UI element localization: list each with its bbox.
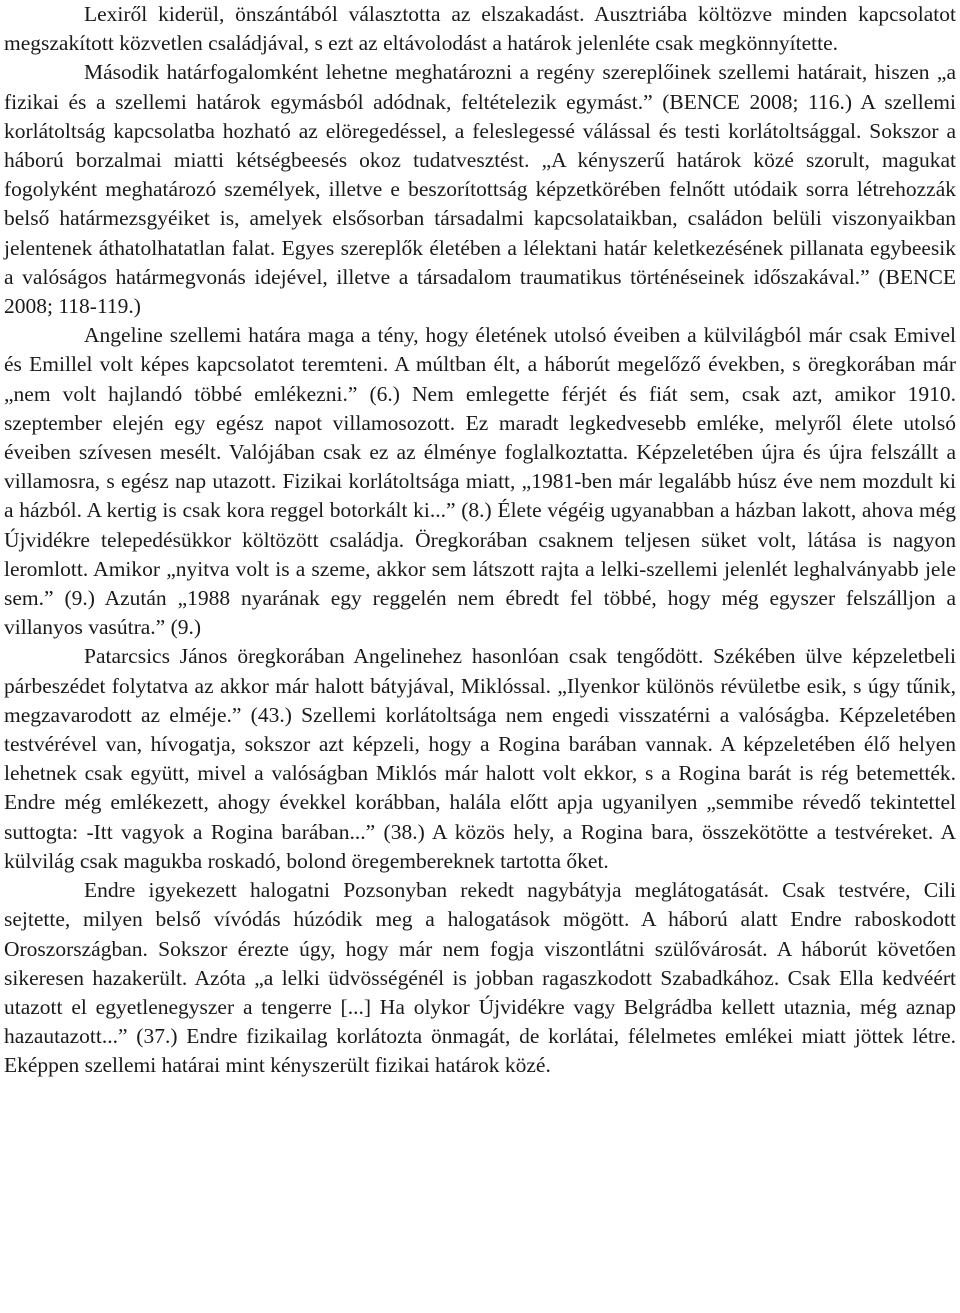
paragraph-5: Endre igyekezett halogatni Pozsonyban rekedt nagybátyja meglátogatását. Csak testvére, Cili sejtette, milyen belső vívódás húzódik meg a halogatások mögött. A háború alatt Endre raboskodott Oroszországban. Sokszor érezte úgy, hogy már nem fogja viszontlátni szülővárosát. A háborút követően sikeresen hazakerült. Azóta „a lelki üdvösségénél is jobban ragaszkodott Szabadkához. Csak Ella kedvéért utazott el egyetlenegyszer a tengerre [...] Ha olykor Újvidékre vagy Belgrádba kellett utaznia, még aznap hazautazott...” (37.) Endre fizikailag korlátozta önmagát, de korlátai, félelmetes emlékei miatt jöttek létre. Eképpen szellemi határai mint kényszerült fizikai határok közé.: [4, 878, 956, 1078]
document-page: [4, 0, 956, 1081]
paragraph-4: Patarcsics János öregkorában Angelinehez hasonlóan csak tengődött. Székében ülve képzeletbeli párbeszédet folytatva az akkor már halott bátyjával, Miklóssal. „Ilyenkor különös révületbe esik, s úgy tűnik, megzavarodott az elméje.” (43.) Szellemi korlátoltsága nem engedi visszatérni a valóságba. Képzeletében testvérével van, hívogatja, sokszor azt képzeli, hogy a Rogina barában vannak. A képzeletében élő helyen lehetnek csak együtt, mivel a valóságban Miklós már halott volt ekkor, s a Rogina barát is rég betemették. Endre még emlékezett, ahogy évekkel korábban, halála előtt apja ugyanilyen „semmibe révedő tekintettel suttogta: -Itt vagyok a Rogina barában...” (38.) A közös hely, a Rogina bara, összekötötte a testvéreket. A külvilág csak magukba roskadó, bolond öregembereknek tartotta őket.: [4, 644, 956, 873]
paragraph-3: Angeline szellemi határa maga a tény, hogy életének utolsó éveiben a külvilágból már csak Emivel és Emillel volt képes kapcsolatot teremteni. A múltban élt, a háborút megelőző években, s öregkorában már „nem volt hajlandó többé emlékezni.” (6.) Nem emlegette férjét és fiát sem, csak azt, amikor 1910. szeptember elején egy egész napot villamosozott. Ez maradt legkedvesebb emléke, melyről élete utolsó éveiben szívesen mesélt. Valójában csak ez az élménye foglalkoztatta. Képzeletében újra és újra felszállt a villamosra, s egész nap utazott. Fizikai korlátoltsága miatt, „1981-ben már legalább húsz éve nem mozdult ki a házból. A kertig is csak kora reggel botorkált ki...” (8.) Élete végéig ugyanabban a házban lakott, ahova még Újvidékre telepedésükkor költözött családja. Öregkorában csaknem teljesen süket volt, látása is nagyon leromlott. Amikor „nyitva volt is a szeme, akkor sem látszott rajta a lelki-szellemi jelenlét leghalványabb jele sem.” (9.) Azután „1988 nyarának egy reggelén nem ébredt fel többé, hogy még egyszer felszálljon a villanyos vasútra.” (9.): [4, 323, 956, 640]
paragraph-1: Lexiről kiderül, önszántából választotta az elszakadást. Ausztriába költözve minden kapcsolatot megszakított közvetlen családjával, s ezt az eltávolodást a határok jelenléte csak megkönnyítette.: [4, 2, 956, 56]
paragraph-2: Második határfogalomként lehetne meghatározni a regény szereplőinek szellemi határait, hiszen „a fizikai és a szellemi határok egymásból adódnak, feltételezik egymást.” (BENCE 2008; 116.) A szellemi korlátoltság kapcsolatba hozható az elöregedéssel, a feleslegessé válással és testi korlátoltsággal. Sokszor a háború borzalmai miatti kétségbeesés okoz tudatvesztést. „A kényszerű határok közé szorult, magukat fogolyként meghatározó személyek, illetve e beszorítottság képzetkörében felnőtt utódaik sorra létrehozzák belső határmezsgyéiket is, amelyek elsősorban társadalmi kapcsolataikban, családon belüli viszonyaikban jelentenek áthatolhatatlan falat. Egyes szereplők életében a lélektani határ keletkezésének pillanata egybeesik a valóságos határmegvonás idejével, illetve a társadalom traumatikus történéseinek időszakával.” (BENCE 2008; 118-119.): [4, 60, 956, 319]
